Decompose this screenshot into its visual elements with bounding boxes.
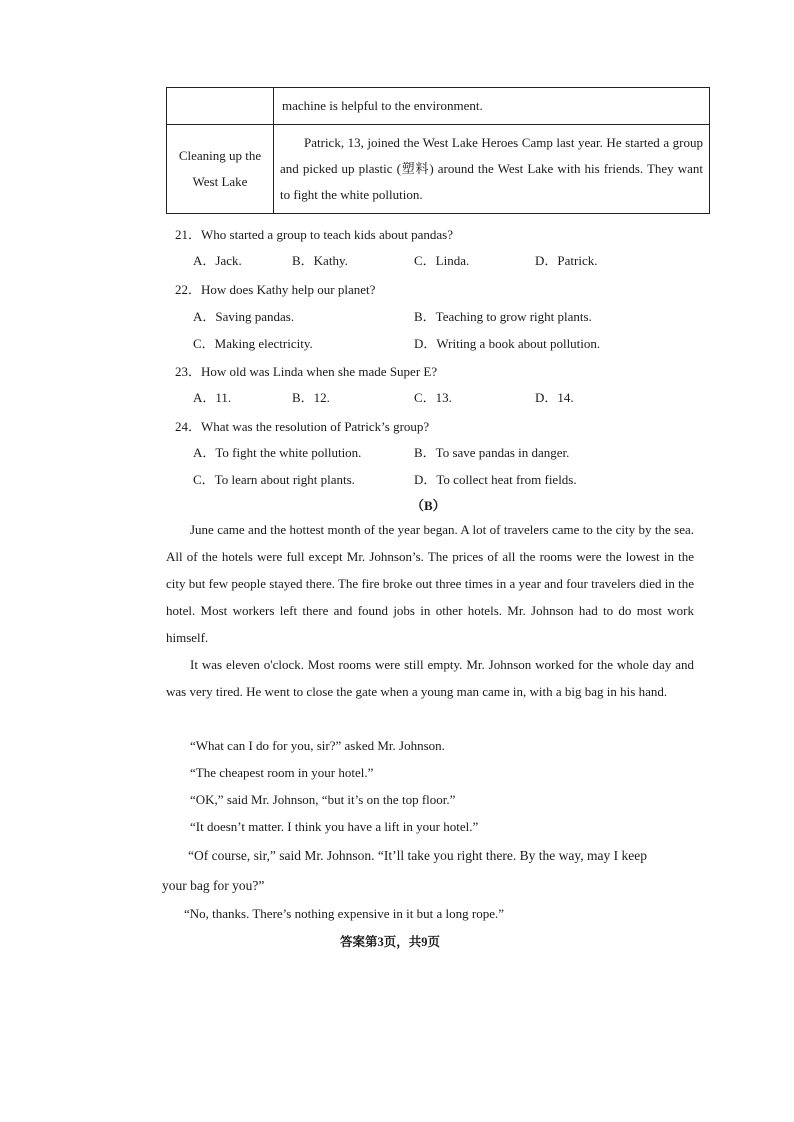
- question-24-option-d: D．To collect heat from fields.: [414, 472, 577, 487]
- question-21-option-d: D．Patrick.: [535, 253, 598, 268]
- dialogue-line: “The cheapest room in your hotel.”: [190, 765, 374, 780]
- table-description-cell: machine is helpful to the environment.: [274, 88, 710, 125]
- section-b-title: （B）: [411, 498, 446, 513]
- question-21-option-b: B．Kathy.: [292, 253, 348, 268]
- question-23-option-b: B．12.: [292, 390, 330, 405]
- dialogue-line: “What can I do for you, sir?” asked Mr. Johnson.: [190, 738, 445, 753]
- passage-paragraph-1: June came and the hottest month of the year began. A lot of travelers came to the city by the sea. All of the hotels were full except Mr. Johnson’s. The prices of all the rooms were the lowest in the city but few people stayed there. The fire broke out three times in a year and four travelers died in the hotel. Most workers left there and found jobs in other hotels. Mr. Johnson had to do most work himself.: [166, 522, 694, 645]
- question-22-option-b: B．Teaching to grow right plants.: [414, 309, 592, 324]
- question-22-option-a: A．Saving pandas.: [193, 309, 295, 324]
- table-topic-cell: [167, 88, 274, 125]
- dialogue-line: your bag for you?”: [162, 878, 265, 893]
- table-row: [167, 125, 710, 214]
- question-24-option-c: C．To learn about right plants.: [193, 472, 355, 487]
- dialogue-line: “It doesn’t matter. I think you have a lift in your hotel.”: [190, 819, 479, 834]
- question-23-stem: 23．How old was Linda when she made Super E?: [175, 364, 438, 379]
- question-24-stem: 24．What was the resolution of Patrick’s group?: [175, 419, 430, 434]
- question-22-option-c: C．Making electricity.: [193, 336, 313, 351]
- dialogue-line: “Of course, sir,” said Mr. Johnson. “It’ll take you right there. By the way, may I keep: [188, 848, 647, 863]
- question-21-option-a: A．Jack.: [193, 253, 242, 268]
- question-23-option-d: D．14.: [535, 390, 574, 405]
- question-21-stem: 21．Who started a group to teach kids about pandas?: [175, 227, 453, 242]
- dialogue-line: “OK,” said Mr. Johnson, “but it’s on the top floor.”: [190, 792, 456, 807]
- table-description-cell: Patrick, 13, joined the West Lake Heroes Camp last year. He started a group and picked up plastic (塑料) around the West Lake with his friends. They want to fight the white pollution.: [274, 125, 710, 214]
- question-23-option-a: A．11.: [193, 390, 232, 405]
- question-23-option-c: C．13.: [414, 390, 452, 405]
- page-footer: 答案第3页，共9页: [340, 935, 441, 949]
- table-row: [167, 88, 710, 125]
- question-22-stem: 22．How does Kathy help our planet?: [175, 282, 376, 297]
- passage-paragraph-2: It was eleven o'clock. Most rooms were still empty. Mr. Johnson worked for the whole day and was very tired. He went to close the gate when a young man came in, with a big bag in his hand.: [166, 657, 694, 699]
- question-24-option-b: B．To save pandas in danger.: [414, 445, 570, 460]
- question-22-option-d: D．Writing a book about pollution.: [414, 336, 601, 351]
- question-21-option-c: C．Linda.: [414, 253, 470, 268]
- table-topic-cell: Cleaning up the West Lake: [167, 125, 274, 214]
- activity-table: [166, 87, 710, 214]
- question-24-option-a: A．To fight the white pollution.: [193, 445, 362, 460]
- dialogue-line: “No, thanks. There’s nothing expensive in it but a long rope.”: [184, 906, 504, 921]
